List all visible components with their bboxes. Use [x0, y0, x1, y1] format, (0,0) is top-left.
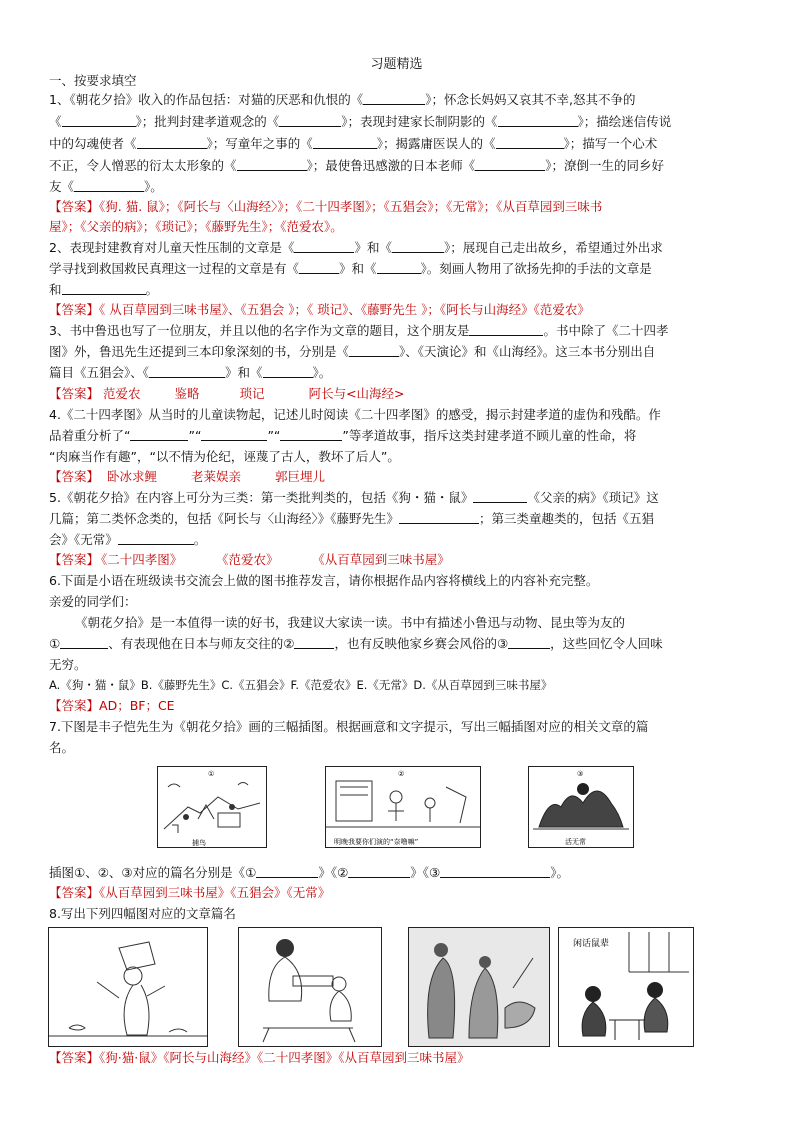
- blank: [348, 865, 410, 878]
- q1-answer-1: 【答案】《狗. 猫. 鼠》；《阿长与〈山海经〉》；《二十四孝图》；《五猖会》；《无常》；《从百草园到三味书: [49, 199, 603, 214]
- q8-answer: 【答案】《狗·猫·鼠》《阿长与山海经》《二十四孝图》《从百草园到三味书屋》: [49, 1050, 470, 1065]
- q3-line-1: 3、书中鲁迅也写了一位朋友，并且以他的名字作为文章的题目，这个朋友是 。书中除了《二十四孝: [49, 323, 669, 338]
- q2-line-3: 和 。: [49, 282, 159, 297]
- q6-line-4: ① 、有表现他在日本与师友交往的② ，也有反映他家乡赛会风俗的③ ，这些回忆令人回味: [49, 636, 663, 651]
- q7-line-3: 插图①、②、③对应的篇名分别是《① 》《② 》《③ 》。: [49, 865, 570, 880]
- blank: [280, 428, 342, 441]
- blank: [137, 136, 207, 149]
- q1-line-5: 友《 》。: [49, 179, 163, 194]
- illustration-5-drawing: [239, 928, 381, 1046]
- q2-line-1: 2、表现封建教育对儿童天性压制的文章是《 》和《 》；展现自己走出故乡，希望通过外出求: [49, 240, 663, 255]
- q2-answer: 【答案】《 从百草园到三味书屋》、《五猖会 》；《 琐记》、《藤野先生 》；《阿长与山海经》《范爱农》: [49, 302, 590, 317]
- illustration-7-three-flavor-study: [558, 927, 694, 1047]
- blank: [498, 114, 578, 127]
- blank: [263, 365, 313, 378]
- illustration-3-caption: 活无常: [565, 838, 586, 846]
- illustration-2-mark: ②: [398, 770, 405, 778]
- blank: [279, 114, 341, 127]
- blank: [469, 323, 543, 336]
- illustration-4-dog-cat-mouse: [48, 927, 208, 1047]
- q6-line-5: 无穷。: [49, 657, 87, 672]
- q1-answer-2: 屋》；《父亲的病》；《琐记》；《藤野先生》；《范爱农》。: [49, 219, 343, 234]
- blank: [475, 158, 545, 171]
- illustration-2-five-ferocious-gods: [325, 766, 481, 848]
- q2-line-2: 学寻找到救国救民真理这一过程的文章是有《 》和《 》。刻画人物用了欲扬先抑的手法的文章是: [49, 261, 652, 276]
- illustration-1-mark: ①: [208, 770, 215, 778]
- page-title: 习题精选: [370, 57, 423, 72]
- q6-answer: 【答案】AD；BF；CE: [49, 698, 175, 713]
- illustration-1-catching-birds: [157, 766, 267, 848]
- blank: [60, 636, 108, 649]
- q3-line-3: 篇目《五猖会》、《 》和《 》。: [49, 365, 332, 380]
- q6-line-3: 《朝花夕拾》是一本值得一读的好书，我建议大家读一读。书中有描述小鲁迅与动物、昆虫等为友的: [75, 615, 626, 630]
- illustration-1-drawing: [158, 767, 266, 847]
- illustration-5-ah-chang: [238, 927, 382, 1047]
- blank: [392, 240, 444, 253]
- illustration-6-drawing: [409, 928, 549, 1046]
- q5-answer: 【答案】 《二十四孝图》 《范爱农》 《从百草园到三味书屋》: [49, 552, 450, 567]
- q1-line-1: 1、《朝花夕拾》收入的作品包括：对猫的厌恶和仇恨的《 》；怀念长妈妈又哀其不幸,怒其不争的: [49, 92, 636, 107]
- blank: [62, 282, 146, 295]
- section-heading: 一、按要求填空: [49, 73, 137, 88]
- q7-line-1: 7.下图是丰子恺先生为《朝花夕拾》画的三幅插图。根据画意和文字提示，写出三幅插图对应的相关文章的篇: [49, 719, 649, 734]
- q3-line-2: 图》外，鲁迅先生还提到三本印象深刻的书，分别是《 》、《天演论》和《山海经》。这三本书分别出自: [49, 344, 656, 359]
- illustration-3-impermanence: [528, 766, 634, 848]
- blank: [294, 636, 334, 649]
- blank: [377, 261, 421, 274]
- blank: [440, 865, 550, 878]
- blank: [201, 428, 267, 441]
- q6-line-2: 亲爱的同学们：: [49, 594, 137, 609]
- q4-line-1: 4.《二十四孝图》从当时的儿童读物起，记述儿时阅读《二十四孝图》的感受，揭示封建孝道的虚伪和残酷。作: [49, 407, 661, 422]
- q3-answer: 【答案】 范爱农 鉴略 琐记 阿长与<山海经>: [49, 386, 405, 401]
- blank: [62, 114, 136, 127]
- blank: [130, 428, 188, 441]
- q4-line-3: “肉麻当作有趣”，“以不情为伦纪，诬蔑了古人，教坏了后人”。: [49, 449, 400, 464]
- blank: [294, 240, 354, 253]
- q1-line-3: 中的勾魂使者《 》；写童年之事的《 》；揭露庸医误人的《 》；描写一个心术: [49, 136, 658, 151]
- blank: [74, 179, 144, 192]
- q5-line-2: 几篇；第二类怀念类的，包括《阿长与〈山海经〉》《藤野先生》 ；第三类童趣类的，包括《五猖: [49, 511, 655, 526]
- q1-line-2: 《 》；批判封建孝道观念的《 》；表现封建家长制阴影的《 》；描绘迷信传说: [49, 114, 672, 129]
- illustration-4-drawing: [49, 928, 207, 1046]
- q7-answer: 【答案】《从百草园到三味书屋》《五猖会》《无常》: [49, 885, 331, 900]
- illustration-7-text: 闲话鼠辈: [573, 939, 610, 949]
- q6-options: A.《狗・猫・鼠》B.《藤野先生》C.《五猖会》F.《范爱农》E.《无常》D.《从百草园到三味书屋》: [49, 678, 553, 692]
- illustration-3-mark: ③: [577, 770, 584, 778]
- q6-line-1: 6.下面是小语在班级读书交流会上做的图书推荐发言，请你根据作品内容将横线上的内容补充完整。: [49, 573, 599, 588]
- blank: [363, 92, 425, 105]
- blank: [256, 865, 318, 878]
- q4-answer: 【答案】 卧冰求鲤 老莱娱亲 郭巨埋儿: [49, 469, 326, 484]
- blank: [473, 490, 527, 503]
- illustration-2-drawing: [326, 767, 480, 847]
- illustration-1-caption: 捕鸟: [192, 839, 206, 847]
- blank: [149, 365, 225, 378]
- blank: [313, 136, 377, 149]
- q5-line-1: 5.《朝花夕拾》在内容上可分为三类：第一类批判类的，包括《狗・猫・鼠》 《父亲的病》《琐记》这: [49, 490, 659, 505]
- blank: [399, 511, 479, 524]
- illustration-7-drawing: [559, 928, 693, 1046]
- illustration-6-twenty-four-filial: [408, 927, 550, 1047]
- q4-line-2: 品着重分析了“ ”“ ”“ ”等孝道故事，指斥这类封建孝道不顾儿童的性命，将: [49, 428, 637, 443]
- blank: [496, 136, 564, 149]
- q5-line-3: 会》《无常》 。: [49, 532, 207, 547]
- blank: [299, 261, 339, 274]
- blank: [508, 636, 550, 649]
- q7-line-2: 名。: [49, 740, 75, 755]
- illustration-3-drawing: [529, 767, 633, 847]
- blank: [349, 344, 399, 357]
- blank: [237, 158, 307, 171]
- blank: [118, 532, 194, 545]
- q8-line-1: 8.写出下列四幅图对应的文章篇名: [49, 906, 236, 921]
- q1-line-4: 不正，令人憎恶的衍太太形象的《 》；最使鲁迅感激的日本老师《 》；潦倒一生的同乡好: [49, 158, 665, 173]
- illustration-2-caption: 明晚我要你们演的“奈噜嘛”: [334, 838, 419, 846]
